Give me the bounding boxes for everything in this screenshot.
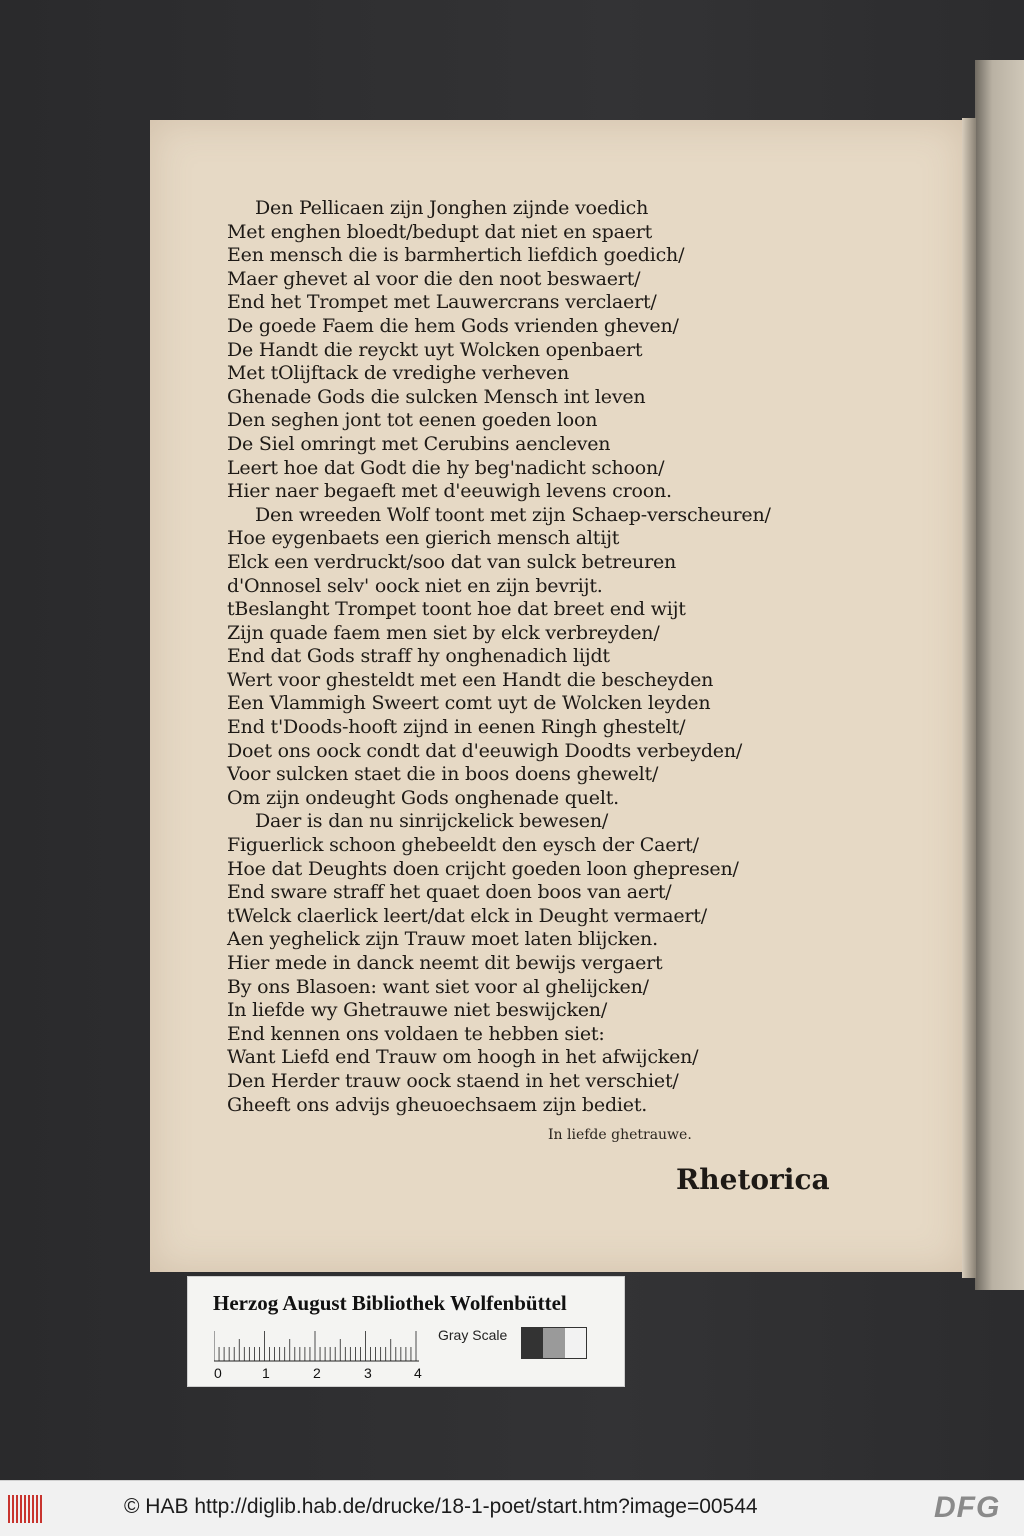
- copyright-url[interactable]: © HAB http://diglib.hab.de/drucke/18-1-poet/start.htm?image=00544: [124, 1495, 758, 1518]
- ruler-scale: [214, 1329, 424, 1363]
- hab-logo-icon: [8, 1495, 44, 1523]
- poem-line: By ons Blasoen: want siet voor al ghelijcken/: [227, 975, 649, 998]
- gray-swatch: [522, 1328, 543, 1358]
- poem-line: Zijn quade faem men siet by elck verbreyden/: [227, 621, 660, 644]
- poem-line: Om zijn ondeught Gods onghenade quelt.: [227, 786, 619, 809]
- poem-line: End sware straff het quaet doen boos van aert/: [227, 881, 672, 904]
- poem-line: Gheeft ons advijs gheuoechsaem zijn bediet.: [227, 1093, 648, 1116]
- poem-line: Ghenade Gods die sulcken Mensch int leven: [227, 385, 646, 408]
- poem-line: Hier naer begaeft met d'eeuwigh levens croon.: [227, 480, 672, 503]
- footer-bar: [0, 1480, 1024, 1536]
- poem-line: Den Herder trauw oock staend in het verschiet/: [227, 1069, 679, 1092]
- poem-line: End dat Gods straff hy onghenadich lijdt: [227, 645, 610, 668]
- ruler-number: 4: [414, 1365, 422, 1381]
- poem-line: Met enghen bloedt/bedupt dat niet en spaert: [227, 220, 653, 243]
- catchword: Rhetorica: [676, 1163, 830, 1196]
- ruler-number: 1: [262, 1365, 270, 1381]
- poem-line: Met tOlijftack de vredighe verheven: [227, 362, 570, 385]
- poem-line: De Siel omringt met Cerubins aencleven: [227, 432, 611, 455]
- motto: In liefde ghetrauwe.: [548, 1127, 692, 1143]
- poem-line: De goede Faem die hem Gods vrienden gheven/: [227, 314, 679, 337]
- poem-text: [227, 197, 827, 1117]
- poem-line: Wert voor ghesteldt met een Handt die bescheyden: [227, 668, 714, 691]
- poem-line: Een Vlammigh Sweert comt uyt de Wolcken leyden: [227, 692, 711, 715]
- gray-scale-swatches: [521, 1327, 587, 1359]
- poem-line: Den wreeden Wolf toont met zijn Schaep-verscheuren/: [255, 503, 771, 526]
- ruler-number: 0: [214, 1365, 222, 1381]
- poem-line: End het Trompet met Lauwercrans verclaert/: [227, 291, 657, 314]
- poem-line: tWelck claerlick leert/dat elck in Deught vermaert/: [227, 904, 707, 927]
- ruler-number: 2: [313, 1365, 321, 1381]
- adjacent-page-strip: [975, 60, 1024, 1290]
- poem-line: tBeslanght Trompet toont hoe dat breet end wijt: [227, 598, 686, 621]
- library-name: Herzog August Bibliothek Wolfenbüttel: [213, 1291, 567, 1315]
- poem-line: Hoe eygenbaets een gierich mensch altijt: [227, 527, 620, 550]
- poem-line: End kennen ons voldaen te hebben siet:: [227, 1022, 605, 1045]
- gray-scale-label: Gray Scale: [438, 1327, 508, 1343]
- poem-line: Hier mede in danck neemt dit bewijs vergaert: [227, 952, 663, 974]
- page-gutter-edge: [962, 118, 976, 1278]
- poem-line: De Handt die reyckt uyt Wolcken openbaert: [227, 338, 643, 361]
- poem-line: Hoe dat Deughts doen crijcht goeden loon ghepresen/: [227, 857, 739, 880]
- ruler-number: 3: [364, 1365, 372, 1381]
- library-label-card: [187, 1276, 625, 1387]
- dfg-logo: DFG: [934, 1491, 1001, 1524]
- poem-line: Aen yeghelick zijn Trauw moet laten blijcken.: [227, 928, 658, 951]
- poem-line: Daer is dan nu sinrijckelick bewesen/: [255, 810, 609, 833]
- gray-swatch: [543, 1328, 564, 1358]
- poem-line: End t'Doods-hooft zijnd in eenen Ringh ghestelt/: [227, 716, 686, 739]
- gray-swatch: [565, 1328, 586, 1358]
- poem-line: d'Onnosel selv' oock niet en zijn bevrijt.: [227, 574, 603, 597]
- poem-line: Den Pellicaen zijn Jonghen zijnde voedich: [255, 197, 649, 219]
- poem-line: Maer ghevet al voor die den noot beswaert/: [227, 267, 641, 290]
- poem-line: Voor sulcken staet die in boos doens ghewelt/: [227, 763, 659, 786]
- poem-line: Den seghen jont tot eenen goeden loon: [227, 409, 598, 432]
- poem-line: Figuerlick schoon ghebeeldt den eysch der Caert/: [227, 834, 699, 857]
- poem-line: Doet ons oock condt dat d'eeuwigh Doodts verbeyden/: [227, 739, 743, 762]
- poem-line: Leert hoe dat Godt die hy beg'nadicht schoon/: [227, 456, 665, 479]
- poem-line: In liefde wy Ghetrauwe niet beswijcken/: [227, 999, 608, 1022]
- poem-line: Een mensch die is barmhertich liefdich goedich/: [227, 244, 685, 267]
- poem-line: Elck een verdruckt/soo dat van sulck betreuren: [227, 550, 677, 573]
- poem-line: Want Liefd end Trauw om hoogh in het afwijcken/: [227, 1046, 699, 1069]
